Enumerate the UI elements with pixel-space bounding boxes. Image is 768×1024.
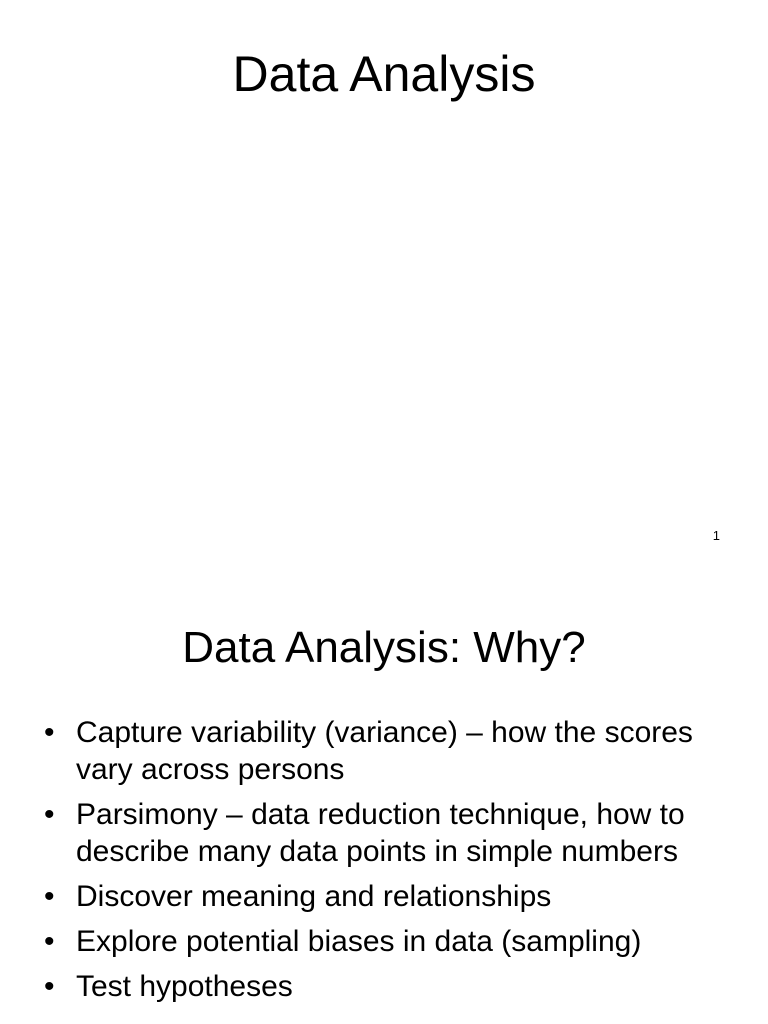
bullet-text: Capture variability (variance) – how the scores vary across persons (76, 716, 693, 786)
bullet-text: Discover meaning and relationships (76, 880, 552, 913)
slide-title: Data Analysis: Why? (182, 623, 586, 672)
bullet-icon: • (44, 716, 55, 749)
list-item (44, 714, 734, 788)
list-item (44, 878, 734, 915)
slide-title: Data Analysis (232, 46, 536, 102)
bullet-text: Test hypotheses (76, 970, 293, 1003)
list-item (44, 796, 734, 870)
bullet-icon: • (44, 925, 55, 958)
list-item (44, 968, 734, 1005)
bullet-icon: • (44, 970, 55, 1003)
bullet-text: Explore potential biases in data (sampling) (76, 925, 642, 958)
bullet-icon: • (44, 798, 55, 831)
bullet-text: Parsimony – data reduction technique, how to describe many data points in simple numbers (76, 798, 685, 868)
slide-2 (0, 590, 768, 1024)
bullet-icon: • (44, 880, 55, 913)
bullet-list (44, 714, 734, 1013)
list-item (44, 923, 734, 960)
page-number: 1 (712, 528, 720, 543)
